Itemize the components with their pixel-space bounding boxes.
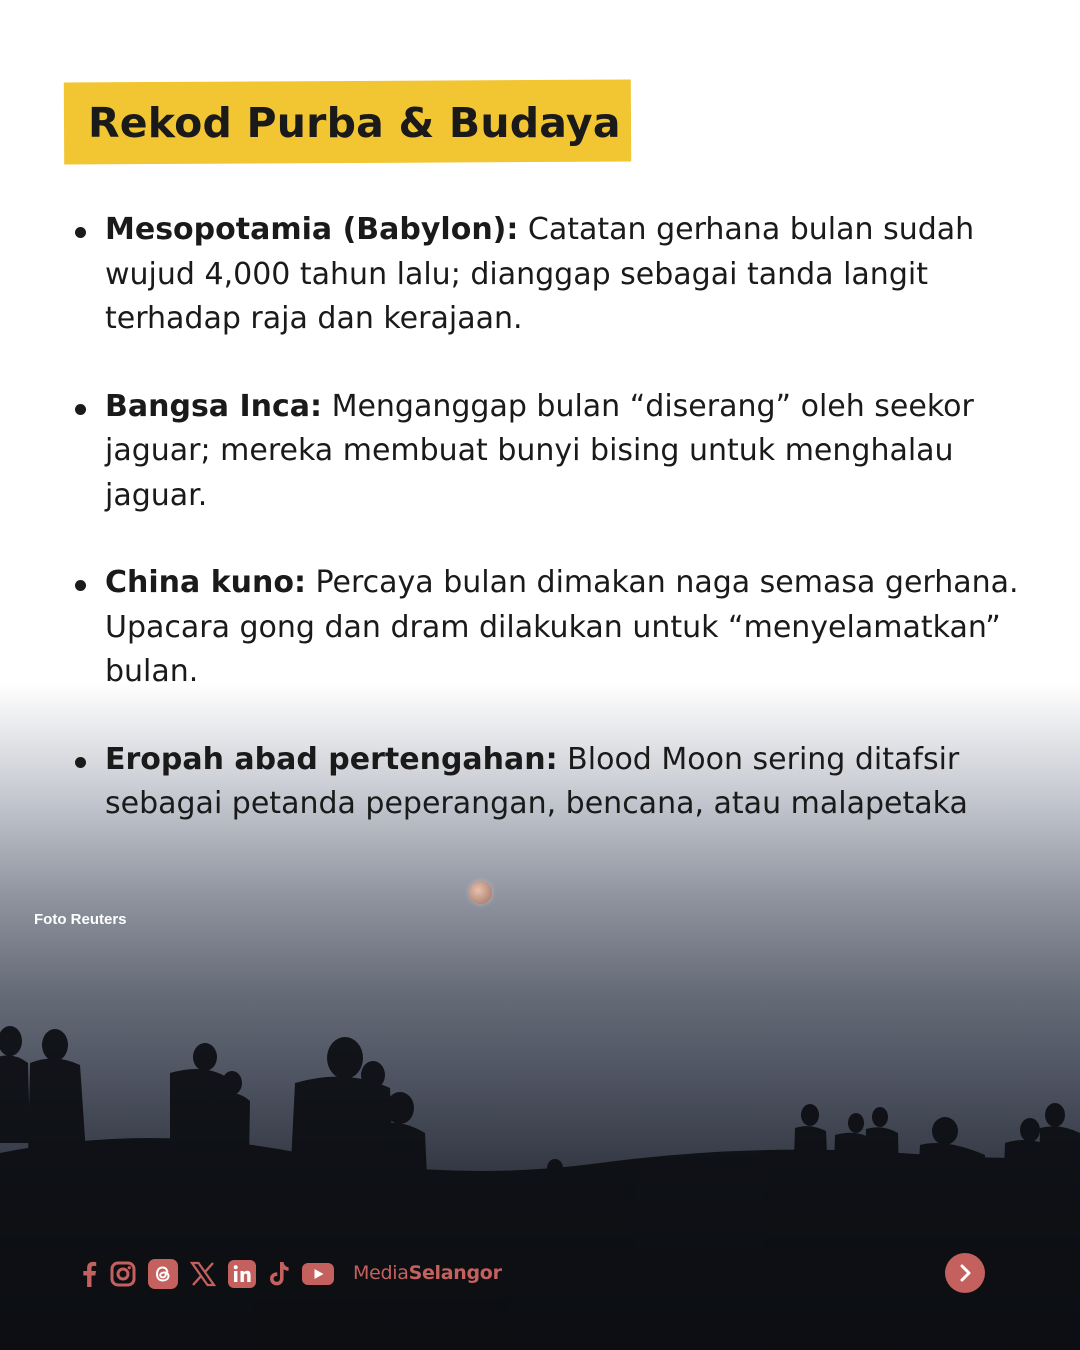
item-text: Percaya bulan dimakan naga semasa gerhana. Upacara gong dan dram dilakukan untuk “menyelamatkan” bulan.: [105, 565, 1019, 689]
brand-light: Media: [353, 1262, 409, 1284]
linkedin-icon[interactable]: [228, 1259, 256, 1289]
item-heading: China kuno:: [105, 565, 306, 600]
list-item: [72, 738, 1057, 827]
photo-credit: Foto Reuters: [34, 911, 127, 928]
chevron-right-icon: [955, 1263, 975, 1283]
list-item: [72, 561, 1057, 695]
eclipsed-moon: [469, 881, 492, 904]
x-icon[interactable]: [190, 1259, 216, 1289]
brand-bold: Selangor: [408, 1262, 502, 1284]
tiktok-icon[interactable]: [268, 1259, 290, 1289]
item-text: Blood Moon sering ditafsir sebagai petanda peperangan, bencana, atau malapetaka: [105, 741, 968, 821]
brand-logo: [353, 1262, 502, 1284]
item-text: Menganggap bulan “diserang” oleh seekor jaguar; mereka membuat bunyi bising untuk menghalau jaguar.: [105, 388, 974, 513]
item-heading: Bangsa Inca:: [105, 388, 323, 424]
item-text: Catatan gerhana bulan sudah wujud 4,000 tahun lalu; dianggap sebagai tanda langit terhadap raja dan kerajaan.: [105, 212, 975, 336]
next-slide-button[interactable]: [945, 1253, 985, 1293]
item-heading: Mesopotamia (Babylon):: [105, 212, 519, 247]
list-item: [72, 208, 1057, 342]
item-heading: Eropah abad pertengahan:: [105, 741, 558, 777]
page-title: Rekod Purba & Budaya: [88, 99, 621, 147]
youtube-icon[interactable]: [302, 1259, 334, 1289]
threads-icon[interactable]: [148, 1259, 178, 1289]
list-item: [72, 385, 1057, 519]
facebook-icon[interactable]: [80, 1259, 98, 1289]
facts-list: [72, 208, 1057, 870]
instagram-icon[interactable]: [110, 1259, 136, 1289]
social-links: [80, 1258, 334, 1290]
